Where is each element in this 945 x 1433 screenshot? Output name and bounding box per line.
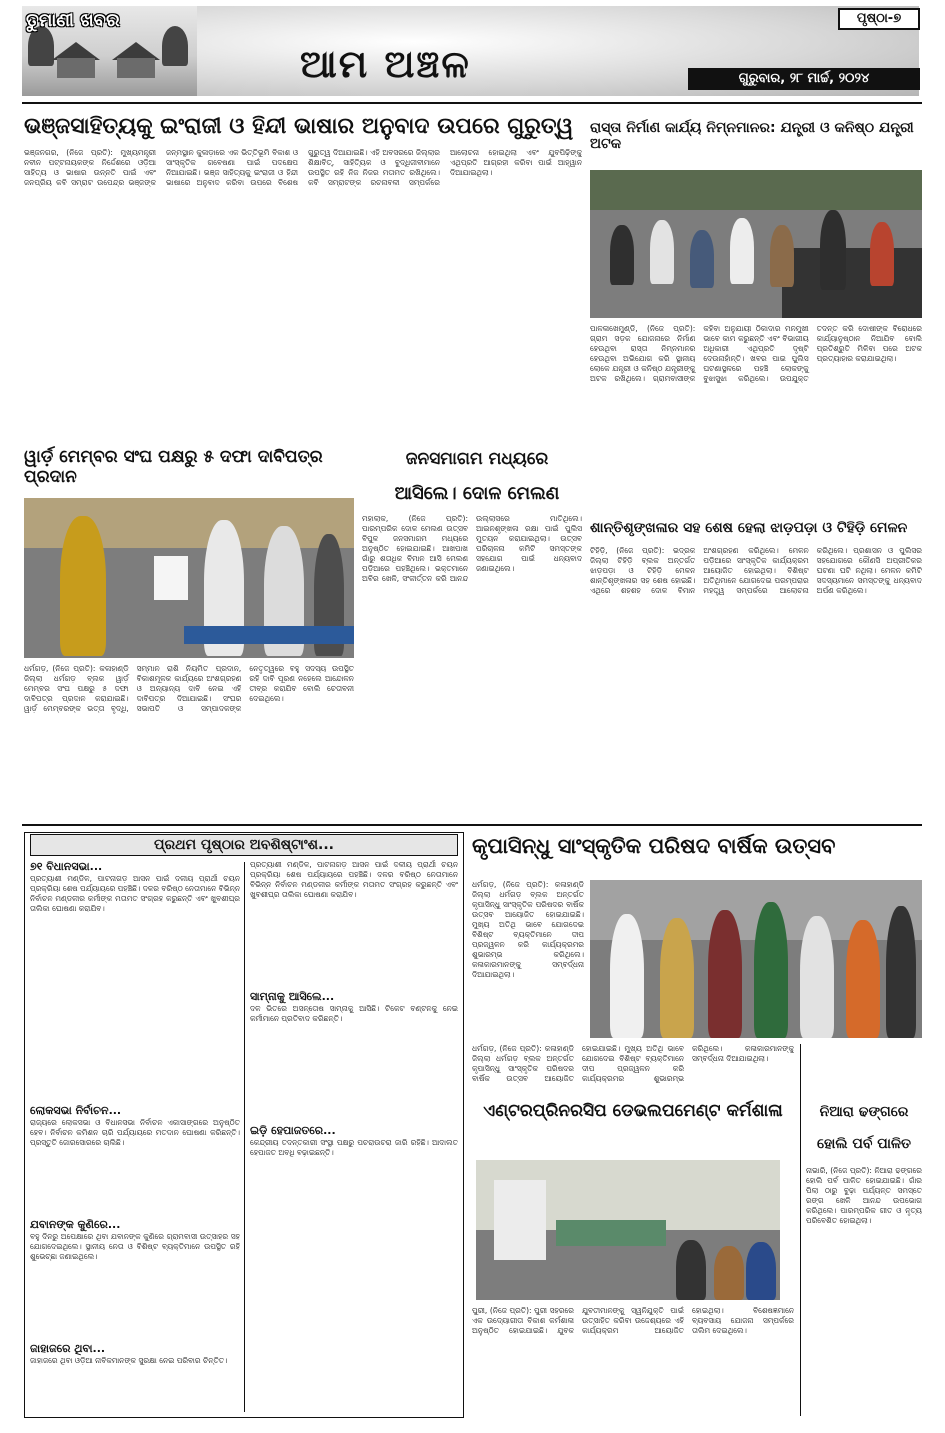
article-headline-shanti: ଶାନ୍ତିଶୃଙ୍ଖଳାର ସହ ଶେଷ ହେଲା ଝାଡ଼ପଡ଼ା ଓ ଟିହିଡ଼ି ମେଳନ xyxy=(590,520,908,536)
article-body-shanti: ଟିହିଡ଼ି, (ନିଜେ ପ୍ରତି): ଭଦ୍ରକ ଜିଲ୍ଲା ଟିହିଡ଼ି ବ୍ଲକ ଅନ୍ତର୍ଗତ ଝାଡ଼ପଡ଼ା ଓ ଟିହିଡ଼ି ମେଳନ ଶାନ୍ତିଶୃଙ୍ଖଳାର ସହ ଶେଷ ହୋଇଛି। ଏଥିରେ ଶହଶହ ଦୋଳ ବିମାନ ଅଂଶଗ୍ରହଣ କରିଥିଲେ। ମେଳନ ପଡ଼ିଆରେ ସାଂସ୍କୃତିକ କାର୍ଯ୍ୟକ୍ରମ ଆୟୋଜିତ ହୋଇଥିଲା। ବିଶିଷ୍ଟ ଅତିଥିମାନେ ଯୋଗଦେଇ ପରମ୍ପରାର ମହତ୍ତ୍ୱ ସମ୍ପର୍କରେ ଆଲୋଚନା କରିଥିଲେ। ପ୍ରଶାସନ ଓ ପୁଲିସର ସହଯୋଗରେ କୌଣସି ଅପ୍ରୀତିକର ଘଟଣା ଘଟି ନଥିଲା। ମେଳନ କମିଟି ସଦସ୍ୟମାନେ ସମସ୍ତଙ୍କୁ ଧନ୍ୟବାଦ ଅର୍ପଣ କରିଥିଲେ। xyxy=(590,546,922,595)
continuation-body-loksabha: ରାଜ୍ୟରେ ଲୋକସଭା ଓ ବିଧାନସଭା ନିର୍ବାଚନ ଏକାସାଙ୍ଗରେ ଅନୁଷ୍ଠିତ ହେବ। ନିର୍ବାଚନ କମିଶନ ଚାରି ପର୍ଯ୍ୟାୟରେ ମତଦାନ ଘୋଷଣା କରିଛନ୍ତି। ପ୍ରସ୍ତୁତି ଜୋରସୋରରେ ଚାଲିଛି। xyxy=(30,1118,240,1147)
newspaper-brand: ତୁମାଣୀ ଖବର xyxy=(26,10,120,31)
article-headline-road: ରାସ୍ତା ନିର୍ମାଣ କାର୍ଯ୍ୟ ନିମ୍ନମାନର: ଯନ୍ତ୍ରୀ ଓ କନିଷ୍ଠ ଯନ୍ତ୍ରୀ ଅଟକ xyxy=(590,120,914,153)
article-headline-holi-line2: ହୋଲି ପର୍ବ ପାଳିତ xyxy=(816,1136,912,1152)
article-headline-dol-line1: ଜନସମାଗମ ମଧ୍ୟରେ xyxy=(405,449,549,469)
continuation-body-ed: କେନ୍ଦ୍ରୀୟ ତଦନ୍ତକାରୀ ସଂସ୍ଥା ପକ୍ଷରୁ ପଚରାଉଚରା ଜାରି ରହିଛି। ଆଦାଲତ ହେପାଜତ ଅବଧି ବଢ଼ାଇଛନ୍ତି। xyxy=(250,1138,458,1157)
article-headline-holi-line1: ନିଆରା ଢଙ୍ଗରେ xyxy=(819,1104,909,1120)
article-body-road: ପାଳଳାଖେମୁଣ୍ଡି, (ନିଜେ ପ୍ରତି): ଗ୍ରାମ ସଡ଼କ ଯୋଜନାରେ ନିର୍ମାଣ ହେଉଥିବା ରାସ୍ତା ନିମ୍ନମାନର ହେଉଥିବା ଅଭିଯୋଗ କରି ସ୍ଥାନୀୟ ଲୋକେ ଯନ୍ତ୍ରୀ ଓ କନିଷ୍ଠ ଯନ୍ତ୍ରୀଙ୍କୁ ଅଟକ ରଖିଥିଲେ। ଗ୍ରାମବାସୀଙ୍କ କହିବା ଅନୁଯାୟୀ ଠିକାଦାର ମନମୁଖୀ ଭାବେ କାମ କରୁଛନ୍ତି ଏବଂ ବିଭାଗୀୟ ଅଧିକାରୀ ଏଥିପ୍ରତି ଦୃଷ୍ଟି ଦେଉନାହାଁନ୍ତି। ଖବର ପାଇ ପୁଲିସ ଘଟଣାସ୍ଥଳରେ ପହଞ୍ଚି ଲୋକଙ୍କୁ ବୁଝାସୁଝା କରିଥିଲେ। ଉପଯୁକ୍ତ ତଦନ୍ତ କରି ଦୋଷୀଙ୍କ ବିରୋଧରେ କାର୍ଯ୍ୟାନୁଷ୍ଠାନ ନିଆଯିବ ବୋଲି ପ୍ରତିଶ୍ରୁତି ମିଳିବା ପରେ ଅଟକ ପ୍ରତ୍ୟାହାର କରାଯାଇଥିଲା। xyxy=(590,324,922,383)
continuation-column-rule xyxy=(244,862,245,1412)
page-fold-divider xyxy=(22,824,922,826)
article-headline-entrepreneurship: ଏଣ୍ଟରପ୍ରିନରସିପ ଡେଭଲପମେଣ୍ଟ କର୍ମଶାଳା xyxy=(483,1101,783,1121)
article-headline-dol-line2: ଆସିଲେ। ଦୋଳ ମେଲଣ xyxy=(394,483,560,504)
continuation-body-right-top: ପ୍ରତ୍ୟାଶୀ ମଣ୍ଡିଳ, ପାଟନାଗଡ଼ ଆସନ ପାଇଁ ଦଳୀୟ ପ୍ରାର୍ଥୀ ଚୟନ ପ୍ରକ୍ରିୟା ଶେଷ ପର୍ଯ୍ୟାୟରେ ପହଞ୍ଚିଛି। ଦଳର ବରିଷ୍ଠ ନେତାମାନେ ବିଭିନ୍ନ ନିର୍ବାଚନ ମଣ୍ଡଳୀର କର୍ମୀଙ୍କ ମତାମତ ସଂଗ୍ରହ କରୁଛନ୍ତି ଏବଂ ଖୁବଶୀଘ୍ର ତାଲିକା ଘୋଷଣା କରାଯିବ। xyxy=(250,860,458,899)
article-headline-bhanja: ଭଞ୍ଜସାହିତ୍ୟକୁ ଇଂରାଜୀ ଓ ହିନ୍ଦୀ ଭାଷାର ଅନୁବାଦ ଉପରେ ଗୁରୁତ୍ୱ xyxy=(24,114,574,139)
continuation-subhead-ship: ଜାହାଜରେ ଥିବା... xyxy=(30,1342,106,1355)
holi-column-rule xyxy=(800,1044,801,1416)
article-body-kripasindhu-intro: ଧର୍ମଗଡ଼, (ନିଜେ ପ୍ରତି): କଳାହାଣ୍ଡି ଜିଲ୍ଲା ଧର୍ମଗଡ଼ ବ୍ଲକ ଅନ୍ତର୍ଗତ କୃପାସିନ୍ଧୁ ସାଂସ୍କୃତିକ ପରିଷଦର ବାର୍ଷିକ ଉତ୍ସବ ଆୟୋଜିତ ହୋଇଯାଇଛି। ମୁଖ୍ୟ ଅତିଥି ଭାବେ ଯୋଗଦେଇ ବିଶିଷ୍ଟ ବ୍ୟକ୍ତିମାନେ ଦୀପ ପ୍ରଜ୍ୱଳନ କରି କାର୍ଯ୍ୟକ୍ରମର ଶୁଭାରମ୍ଭ କରିଥିଲେ। କଳାକାରମାନଙ୍କୁ ସମ୍ବର୍ଦ୍ଧନା ଦିଆଯାଇଥିଲା। xyxy=(472,880,584,979)
article-headline-kripasindhu: କୃପାସିନ୍ଧୁ ସାଂସ୍କୃତିକ ପରିଷଦ ବାର୍ଷିକ ଉତ୍ସବ xyxy=(472,834,836,858)
article-body-bhanja: ଭଞ୍ଜନଗର, (ନିଜେ ପ୍ରତି): ମୁଖ୍ୟମନ୍ତ୍ରୀ ନବୀନ ପଟ୍ଟନାୟକଙ୍କ ନିର୍ଦ୍ଦେଶରେ ଓଡ଼ିଆ ସାହିତ୍ୟ ଓ ଭାଷାର ଉନ୍ନତି ପାଇଁ ଏବଂ ଜନପ୍ରିୟ କବି ସମ୍ରାଟ ଉପେନ୍ଦ୍ର ଭଞ୍ଜଙ୍କ ଜନ୍ମସ୍ଥାନ କୁଳାଡ଼ାରେ ଏକ ଭିତ୍ତିଭୂମି ବିକାଶ ଓ ସାଂସ୍କୃତିକ ଗବେଷଣା ପାଇଁ ପଦକ୍ଷେପ ନିଆଯାଇଛି। ଭଞ୍ଜ ସାହିତ୍ୟକୁ ଇଂରାଜୀ ଓ ହିନ୍ଦୀ ଭାଷାରେ ଅନୁବାଦ କରିବା ଉପରେ ବିଶେଷ ଗୁରୁତ୍ୱ ଦିଆଯାଇଛି। ଏହି ଅବସରରେ ଜିଲ୍ଲାର ଶିକ୍ଷାବିତ୍, ସାହିତ୍ୟିକ ଓ ବୁଦ୍ଧିଜୀବୀମାନେ ଉପସ୍ଥିତ ରହି ନିଜ ନିଜର ମତାମତ ରଖିଥିଲେ। କବି ସମ୍ରାଟଙ୍କ ରଚନାବଳୀ ସମ୍ପର୍କରେ ଆଲୋଚନା ହୋଇଥିଲା ଏବଂ ଯୁବପିଢ଼ିଙ୍କୁ ଏଥିପ୍ରତି ଆଗ୍ରହୀ କରିବା ପାଇଁ ଆହ୍ୱାନ ଦିଆଯାଇଥିଲା। xyxy=(24,148,582,187)
article-body-holi: ନାଭାରି, (ନିଜେ ପ୍ରତି): ନିଆରା ଢଙ୍ଗରେ ହୋଲି ପର୍ବ ପାଳିତ ହୋଇଯାଇଛି। ଗାଁର ପିଲା ଠାରୁ ବୁଢ଼ା ପର୍ଯ୍ୟନ୍ତ ସମସ୍ତେ ରଙ୍ଗ ଖେଳି ଆନନ୍ଦ ଉପଭୋଗ କରିଥିଲେ। ପାରମ୍ପରିକ ଗୀତ ଓ ନୃତ୍ୟ ପରିବେଶିତ ହୋଇଥିଲା। xyxy=(806,1166,922,1225)
continuation-subhead-loksabha: ଲୋକସଭା ନିର୍ବାଚନ... xyxy=(30,1104,122,1117)
article-headline-ward: ୱାର୍ଡ଼ ମେମ୍ବର ସଂଘ ପକ୍ଷରୁ ୫ ଦଫା ଦାବିପତ୍ର ପ୍ରଦାନ xyxy=(24,447,323,487)
continuation-body-dissent: ଦଳ ଭିତରେ ଅସନ୍ତୋଷ ସାମ୍ନାକୁ ଆସିଛି। ଟିକେଟ ବଣ୍ଟନକୁ ନେଇ କର୍ମୀମାନେ ପ୍ରତିବାଦ କରିଛନ୍ତି। xyxy=(250,1004,458,1023)
continuation-body-ship: ଜାହାଜରେ ଥିବା ଓଡ଼ିଆ ନାବିକମାନଙ୍କ ସୁରକ୍ଷା ନେଇ ପରିବାର ଚିନ୍ତିତ। xyxy=(30,1356,228,1365)
ward-member-memorandum-photo xyxy=(24,498,354,658)
continuation-body-jawan: ବହୁ ଦିନରୁ ଅପେକ୍ଷାରେ ଥିବା ଯବାନଙ୍କ କୁଣିରେ ଗ୍ରାମବାସୀ ଉତ୍ସାହର ସହ ଯୋଗଦେଇଥିଲେ। ସ୍ଥାନୀୟ ନେତା ଓ ବିଶିଷ୍ଟ ବ୍ୟକ୍ତିମାନେ ଉପସ୍ଥିତ ରହି ଶୁଭେଚ୍ଛା ଜଣାଇଥିଲେ। xyxy=(30,1232,240,1261)
road-protest-photo xyxy=(590,170,922,318)
kripasindhu-event-photo xyxy=(590,880,922,1038)
continuation-column-left xyxy=(30,860,240,1415)
continuation-subhead-jawan: ଯବାନଙ୍କ କୁଣିରେ... xyxy=(30,1218,121,1231)
article-body-kripasindhu: ଧର୍ମଗଡ଼, (ନିଜେ ପ୍ରତି): କଳାହାଣ୍ଡି ଜିଲ୍ଲା ଧର୍ମଗଡ଼ ବ୍ଲକ ଅନ୍ତର୍ଗତ କୃପାସିନ୍ଧୁ ସାଂସ୍କୃତିକ ପରିଷଦର ବାର୍ଷିକ ଉତ୍ସବ ଆୟୋଜିତ ହୋଇଯାଇଛି। ମୁଖ୍ୟ ଅତିଥି ଭାବେ ଯୋଗଦେଇ ବିଶିଷ୍ଟ ବ୍ୟକ୍ତିମାନେ ଦୀପ ପ୍ରଜ୍ୱଳନ କରି କାର୍ଯ୍ୟକ୍ରମର ଶୁଭାରମ୍ଭ କରିଥିଲେ। କଳାକାରମାନଙ୍କୁ ସମ୍ବର୍ଦ୍ଧନା ଦିଆଯାଇଥିଲା। xyxy=(472,1044,794,1083)
continuation-body-assembly: ପ୍ରତ୍ୟାଶୀ ମଣ୍ଡିଳ, ପାଟନାଗଡ଼ ଆସନ ପାଇଁ ଦଳୀୟ ପ୍ରାର୍ଥୀ ଚୟନ ପ୍ରକ୍ରିୟା ଶେଷ ପର୍ଯ୍ୟାୟରେ ପହଞ୍ଚିଛି। ଦଳର ବରିଷ୍ଠ ନେତାମାନେ ବିଭିନ୍ନ ନିର୍ବାଚନ ମଣ୍ଡଳୀର କର୍ମୀଙ୍କ ମତାମତ ସଂଗ୍ରହ କରୁଛନ୍ତି ଏବଂ ଖୁବଶୀଘ୍ର ତାଲିକା ଘୋଷଣା କରାଯିବ। xyxy=(30,874,240,913)
continuation-column-right xyxy=(250,860,458,1415)
masthead-divider xyxy=(22,102,922,104)
article-body-entrepreneurship: ପୁରୀ, (ନିଜେ ପ୍ରତି): ପୁରୀ ସହରରେ ଏକ ଉଦ୍ୟୋଗୀତା ବିକାଶ କର୍ମଶାଳା ଅନୁଷ୍ଠିତ ହୋଇଯାଇଛି। ଯୁବକ ଯୁବତୀମାନଙ୍କୁ ସ୍ୱନିଯୁକ୍ତି ପାଇଁ ଉତ୍ସାହିତ କରିବା ଉଦ୍ଦେଶ୍ୟରେ ଏହି କାର୍ଯ୍ୟକ୍ରମ ଆୟୋଜିତ ହୋଇଥିଲା। ବିଶେଷଜ୍ଞମାନେ ବ୍ୟବସାୟ ଯୋଜନା ସମ୍ପର୍କରେ ତାଲିମ ଦେଇଥିଲେ। xyxy=(472,1306,794,1335)
entrepreneurship-workshop-photo xyxy=(476,1160,780,1300)
continuation-box-title: ପ୍ରଥମ ପୃଷ୍ଠାର ଅବଶିଷ୍ଟାଂଶ... xyxy=(30,834,458,856)
article-body-ward: ଧର୍ମଗଡ଼, (ନିଜେ ପ୍ରତି): କଳାହାଣ୍ଡି ଜିଲ୍ଲା ଧର୍ମଗଡ଼ ବ୍ଲକ ୱାର୍ଡ଼ ମେମ୍ବର ସଂଘ ପକ୍ଷରୁ ୫ ଦଫା ଦାବିପତ୍ର ପ୍ରଦାନ କରାଯାଇଛି। ୱାର୍ଡ଼ ମେମ୍ବରଙ୍କ ଭତ୍ତା ବୃଦ୍ଧି, ସମ୍ମାନ ରାଶି ନିୟମିତ ପ୍ରଦାନ, ବିକାଶମୂଳକ କାର୍ଯ୍ୟରେ ଅଂଶଗ୍ରହଣ ଓ ଅନ୍ୟାନ୍ୟ ଦାବି ନେଇ ଏହି ଦାବିପତ୍ର ଦିଆଯାଇଛି। ସଂଘର ସଭାପତି ଓ ସମ୍ପାଦକଙ୍କ ନେତୃତ୍ୱରେ ବହୁ ସଦସ୍ୟ ଉପସ୍ଥିତ ରହି ଦାବି ପୂରଣ ନହେଲେ ଆନ୍ଦୋଳନ ତୀବ୍ର କରାଯିବ ବୋଲି ଚେତାବନୀ ଦେଇଥିଲେ। xyxy=(24,664,354,713)
issue-date: ଗୁରୁବାର, ୨୮ ମାର୍ଚ୍ଚ, ୨୦୨୪ xyxy=(688,68,920,90)
article-body-dol: ମହାଲାକ, (ନିଜେ ପ୍ରତି): ପାରମ୍ପରିକ ଦୋଳ ମେଲଣ ଉତ୍ସବ ବିପୁଳ ଜନସମାଗମ ମଧ୍ୟରେ ଅନୁଷ୍ଠିତ ହୋଇଯାଇଛି। ଆଖପାଖ ଗାଁରୁ ଶତାଧିକ ବିମାନ ଆସି ମେଲଣ ପଡ଼ିଆରେ ପହଞ୍ଚିଥିଲେ। ଭକ୍ତମାନେ ଅବିର ଖେଳି, ସଂକୀର୍ତ୍ତନ କରି ଆନନ୍ଦ ଉଲ୍ଲାସରେ ମାତିଥିଲେ। ଆଇନଶୃଙ୍ଖଳା ରକ୍ଷା ପାଇଁ ପୁଲିସ ମୁତୟନ କରାଯାଇଥିଲା। ଉତ୍ସବ ପରିଚାଳନା କମିଟି ସମସ୍ତଙ୍କ ସହଯୋଗ ପାଇଁ ଧନ୍ୟବାଦ ଜଣାଇଥିଲେ। xyxy=(362,514,582,583)
section-title: ଆମ ଅଞ୍ଚଳ xyxy=(300,42,471,86)
continuation-subhead-ed: ଇଡ଼ି ହେପାଜତରେ... xyxy=(250,1124,336,1137)
page-number-badge: ପୃଷ୍ଠା-୭ xyxy=(838,8,920,30)
continuation-subhead-assembly: ୭୧ ବିଧାନସଭା... xyxy=(30,860,103,873)
continuation-subhead-dissent: ସାମ୍ନାକୁ ଆସିଲେ... xyxy=(250,990,335,1003)
